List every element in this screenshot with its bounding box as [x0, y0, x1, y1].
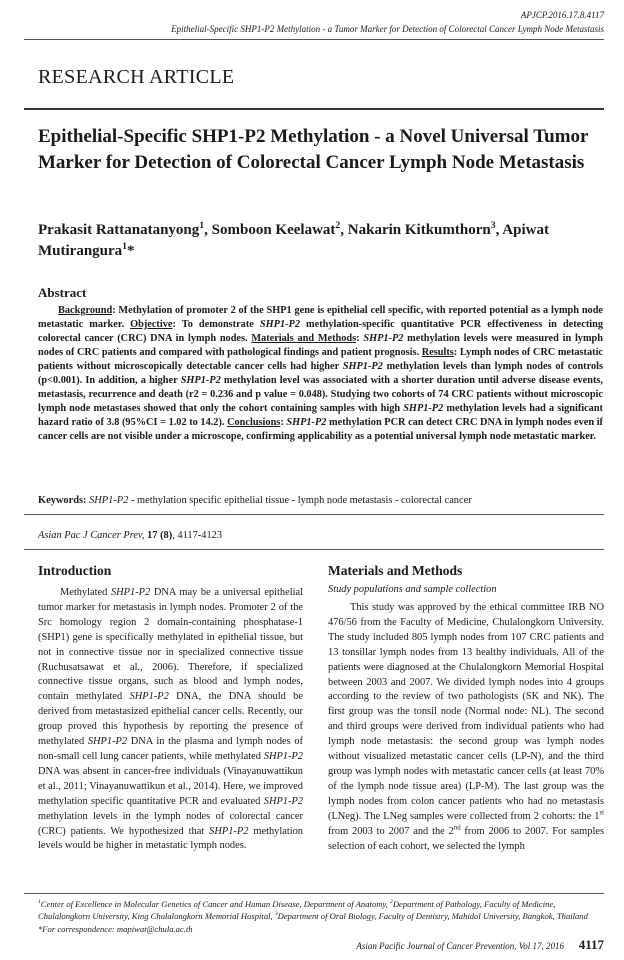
footnote-divider [24, 893, 604, 894]
author-list [38, 220, 608, 262]
abstract-body: Background: Methylation of promoter 2 of the SHP1 gene is epithelial cell specific, with reported potential as a lymph node metastatic marker. Objective: To demonstrate SHP1-P2 methylation-specific quantitative PCR effectiveness in detecting colorectal cancer (CRC) DNA in lymph nodes. Materials and Methods: SHP1-P2 methylation levels were measured in lymph nodes of CRC patients and compared with pathological findings and patient prognosis. Results: Lymph nodes of CRC metastatic patients without microscopically detectable cancer cells had higher SHP1-P2 methylation levels than lymph nodes of controls (p<0.001). In addition, a higher SHP1-P2 methylation level was associated with a shorter duration until adverse disease events, metastasis, recurrence and death (r2 = 0.236 and p value = 0.048). Studying two cohorts of 74 CRC patients without microscopic lymph node metastases showed that only the cohort containing samples with high SHP1-P2 methylation levels had a significant hazard ratio of 3.8 (95%CI = 1.02 to 14.2). Conclusions: SHP1-P2 methylation PCR can detect CRC DNA in lymph nodes even if cancer cells are not visible under a microscope, confirming applicability as a potential universal lymph node metastatic marker. [38, 305, 604, 442]
header-divider [24, 39, 604, 40]
citation: Asian Pac J Cancer Prev, 17 (8), 4117-4123 [38, 530, 223, 541]
running-title: Epithelial-Specific SHP1-P2 Methylation - a Tumor Marker for Detection of Colorectal Cancer Lymph Node Metastasis [171, 24, 604, 34]
keywords-divider [24, 514, 604, 515]
author: Apiwat Mutirangura$^1$* [38, 222, 549, 259]
article-title: Epithelial-Specific SHP1-P2 Methylation - a Novel Universal Tumor Marker for Detection of Colorectal Cancer Lymph Node Metastasis [38, 126, 589, 173]
affiliations-footnote: $^1$Center of Excellence in Molecular Genetics of Cancer and Human Disease, Department of Anatomy, $^2$Department of Pathology, Faculty of Medicine, Chulalongkorn University, King Chulalongkorn Memorial Hospital, $^3$Department of Oral Biology, Faculty of Dentistry, Mahidol University, Bangkok, Thailand *For correspondence: mapiwat@chula.ac.th [38, 899, 588, 934]
section-label: RESEARCH ARTICLE [38, 66, 235, 88]
introduction-body: Methylated SHP1-P2 DNA may be a universal epithelial tumor marker for metastasis in lymph nodes. Promoter 2 of the Src homology region 2 domain-containing phosphatase-1 (SHP1) gene is specifically methylated in epithelial tissue, but not in connective tissue nor in specialized connective tissue (Ruchusatsawat et al., 2006). Therefore, if specialized connective tissue organs, such as blood and lymph nodes, contain methylated SHP1-P2 DNA, the DNA should be derived from metastasized epithelial cancer cells. Recently, our group proved this hypothesis by reporting the presence of methylated SHP1-P2 DNA in the plasma and lymph nodes of non-small cell lung cancer patients, while methylated SHP1-P2 DNA was absent in cancer-free individuals (Vinayanuwattikun et al., 2011; Vinayanuwattikun et al., 2014). Here, we improved methylation specific quantitative PCR and evaluated SHP1-P2 methylation levels in the lymph nodes of colorectal cancer (CRC) patients. We hypothesized that SHP1-P2 methylation levels would be higher in metastatic lymph nodes. [38, 587, 304, 852]
footer-journal: Asian Pacific Journal of Cancer Prevention, Vol 17, 2016 [356, 941, 564, 951]
author: Somboon Keelawat$^2$, [211, 220, 348, 238]
author: Nakarin Kitkumthorn$^3$, [347, 220, 503, 238]
methods-body: This study was approved by the ethical committee IRB NO 476/56 from the Faculty of Medicine, Chulalongkorn University. The study included 805 lymph nodes from 107 CRC patients and 13 tonsillar lymph nodes from 13 healthy individuals. All of the patients were diagnosed at the Chulalongkorn Memorial Hospital between 2003 and 2007. We divided lymph nodes into 4 groups according to the review of two pathologists (SK and NK). The first group was the tonsil node (Normal node: NL). The second and third groups were derived from individual patients who had lymph node metastasis: the second group was lymph nodes without visualized metastatic cancer cells (LP-N), and the third group was lymph nodes with metastatic cancer cells (at least 70% of the lymph node tissue area) (LP-M). The last group was the lymph nodes from colon cancer patients who had no metastasis (LNeg). The LNeg samples were collected from 2 cohorts: the 1st from 2003 to 2007 and the 2nd from 2006 to 2007. For samples selection of each cohort, we selected the lymph [328, 602, 604, 852]
author: Prakasit Rattanatanyong$^1$, [38, 220, 212, 238]
keywords: Keywords: SHP1-P2 - methylation specific epithelial tissue - lymph node metastasis - colorectal cancer [38, 495, 472, 506]
abstract-heading: Abstract [38, 285, 87, 300]
methods-subheading: Study populations and sample collection [328, 584, 497, 595]
page-number: 4117 [578, 937, 604, 952]
doi-label: APJCP.2016.17.8.4117 [520, 10, 604, 20]
citation-divider [24, 549, 604, 550]
methods-heading: Materials and Methods [328, 563, 463, 578]
introduction-heading: Introduction [38, 563, 112, 578]
section-divider [24, 108, 604, 110]
keywords-label: Keywords: [38, 495, 87, 506]
